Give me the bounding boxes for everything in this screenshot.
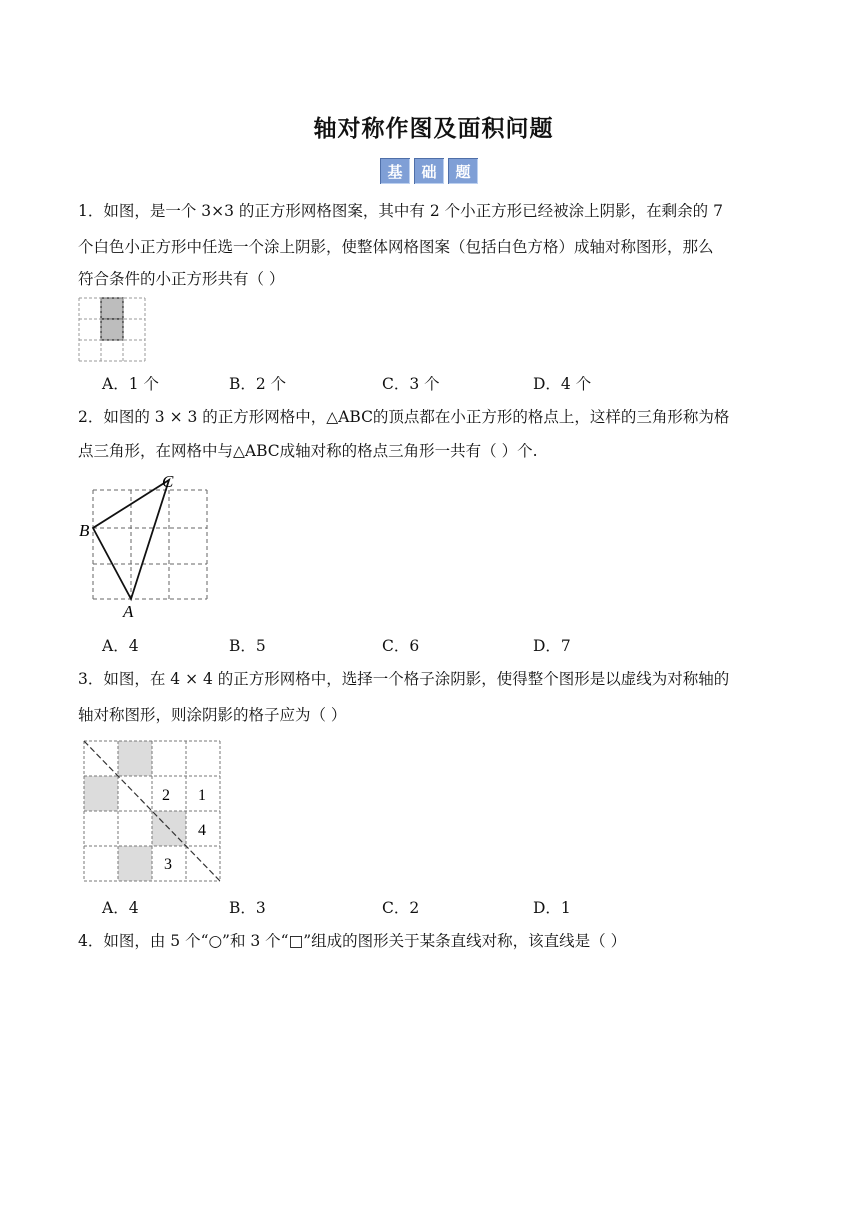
- q3-option-c[interactable]: C．2: [382, 899, 420, 917]
- section-badge: 基: [380, 158, 410, 184]
- vertex-label-a: A: [123, 602, 134, 621]
- q2-text-line: 2．如图的 3 × 3 的正方形网格中，△ABC的顶点都在小正方形的格点上，这样的三角形称为格: [78, 408, 730, 426]
- q2-option-a[interactable]: A．4: [102, 637, 139, 655]
- page-title: 轴对称作图及面积问题: [313, 115, 554, 142]
- cell-label: 2: [162, 787, 170, 804]
- q1-option-d[interactable]: D．4 个: [533, 375, 592, 393]
- q3-option-b[interactable]: B．3: [229, 899, 266, 917]
- q1-grid-figure: [78, 296, 148, 364]
- cell-label: 3: [164, 856, 172, 873]
- q2-option-d[interactable]: D．7: [533, 637, 571, 655]
- q1-option-c[interactable]: C．3 个: [382, 375, 440, 393]
- vertex-label-b: B: [79, 521, 90, 540]
- q2-text-line: 点三角形，在网格中与△ABC成轴对称的格点三角形一共有（ ）个.: [78, 442, 538, 460]
- cell-label: 1: [198, 787, 206, 804]
- q1-text-line: 1．如图，是一个 3×3 的正方形网格图案，其中有 2 个小正方形已经被涂上阴影，在剩余的 7: [78, 202, 723, 220]
- q1-text-line: 符合条件的小正方形共有（ ）: [78, 270, 285, 288]
- q2-triangle-figure: [76, 472, 216, 620]
- q2-option-b[interactable]: B．5: [229, 637, 266, 655]
- q3-option-a[interactable]: A．4: [102, 899, 139, 917]
- q4-text-line: 4．如图，由 5 个“○”和 3 个“□”组成的图形关于某条直线对称，该直线是（ ）: [78, 932, 627, 950]
- q2-option-c[interactable]: C．6: [382, 637, 420, 655]
- section-badge-group: [380, 158, 478, 184]
- q1-text-line: 个白色小正方形中任选一个涂上阴影，使整体网格图案（包括白色方格）成轴对称图形，那么: [78, 238, 714, 256]
- q3-text-line: 3．如图，在 4 × 4 的正方形网格中，选择一个格子涂阴影，使得整个图形是以虚线为对称轴的: [78, 670, 730, 688]
- q3-text-line: 轴对称图形，则涂阴影的格子应为（ ）: [78, 706, 347, 724]
- cell-label: 4: [198, 822, 206, 839]
- section-badge: 础: [414, 158, 444, 184]
- section-badge: 题: [448, 158, 478, 184]
- q3-option-d[interactable]: D．1: [533, 899, 571, 917]
- q3-grid-figure: [82, 738, 224, 883]
- q1-option-b[interactable]: B．2 个: [229, 375, 287, 393]
- q1-option-a[interactable]: A．1 个: [102, 375, 159, 393]
- vertex-label-c: C: [162, 472, 174, 491]
